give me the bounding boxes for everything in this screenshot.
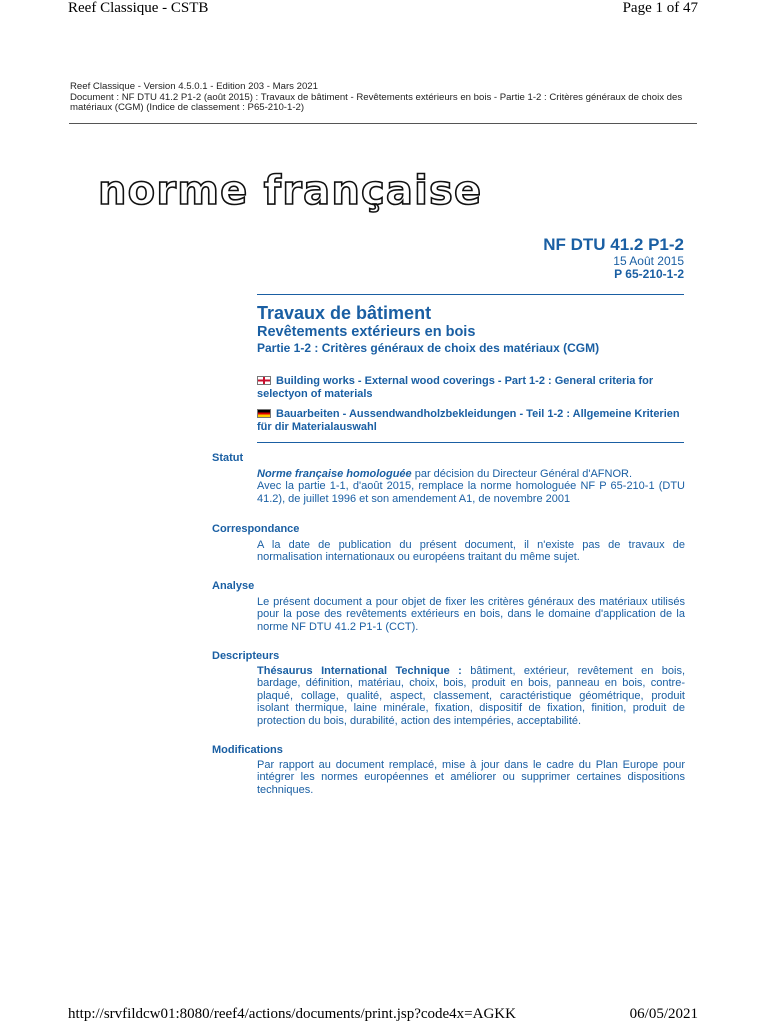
- section-label-modifications: Modifications: [212, 744, 283, 756]
- section-label-analyse: Analyse: [212, 580, 255, 592]
- english-title-text: Building works - External wood coverings - Part 1-2 : General criteria for selectyon of materials: [257, 375, 654, 400]
- document-meta: [70, 82, 700, 114]
- section-label-correspondance: Correspondance: [212, 523, 300, 535]
- part-title: Partie 1-2 : Critères généraux de choix des matériaux (CGM): [257, 341, 600, 355]
- section-body-correspondance: A la date de publication du présent document, il n'existe pas de travaux de normalisation internationaux ou européens traitant du même sujet.: [257, 539, 685, 564]
- main-title: Travaux de bâtiment: [257, 303, 432, 323]
- reference-date: 15 Août 2015: [613, 254, 684, 268]
- statut-emphasis: Norme française homologuée: [257, 468, 412, 480]
- reference-index: P 65-210-1-2: [614, 267, 684, 281]
- title-block: [257, 302, 687, 356]
- print-header-title: Reef Classique - CSTB: [68, 0, 209, 16]
- subtitle: Revêtements extérieurs en bois: [257, 324, 476, 340]
- section-label-statut: Statut: [212, 452, 244, 464]
- section-body-modifications: Par rapport au document remplacé, mise à jour dans le cadre du Plan Europe pour intégrer les normes européennes et améliorer ou supprimer certaines dispositions techniques.: [257, 759, 685, 796]
- section-body-analyse: Le présent document a pour objet de fixer les critères généraux des matériaux utilisés pour la pose des revêtements extérieurs en bois, dans le domaine d'application de la norme NF DTU 41.2 P1-1 (CCT).: [257, 596, 685, 633]
- descripteurs-text: bâtiment, extérieur, revêtement en bois, bardage, définition, matériau, choix, bois, produit en bois, panneau en bois, contre-plaqué, collage, qualité, aspect, classement, caractéristique géométrique, produit isolant thermique, laine minérale, fixation, dispositif de fixation, finition, produit de protection du bois, durabilité, action des intempéries, acceptabilité.: [257, 665, 685, 727]
- meta-version: Reef Classique - Version 4.5.0.1 - Edition 203 - Mars 2021: [70, 81, 318, 92]
- title-divider-bottom: [257, 442, 684, 443]
- reference-block: [543, 235, 684, 281]
- uk-flag-icon: [257, 376, 271, 385]
- german-title-text: Bauarbeiten - Aussendwandholzbekleidungen - Teil 1-2 : Allgemeine Kriterien für dir Materialauswahl: [257, 408, 680, 433]
- german-title: [257, 408, 687, 433]
- meta-divider: [69, 123, 697, 124]
- statut-text: par décision du Directeur Général d'AFNOR.: [411, 468, 633, 480]
- reference-code: NF DTU 41.2 P1-2: [543, 235, 684, 254]
- meta-document: Document : NF DTU 41.2 P1-2 (août 2015) : Travaux de bâtiment - Revêtements extérieurs en bois - Partie 1-2 : Critères généraux de choix des matériaux (CGM) (Indice de classement : P65-210-1-2): [70, 91, 683, 114]
- print-footer-date: 06/05/2021: [629, 1006, 698, 1022]
- print-header-page: Page 1 of 47: [622, 0, 698, 16]
- descripteurs-thesaurus: Thésaurus International Technique :: [257, 665, 462, 677]
- section-body-descripteurs: [257, 665, 685, 727]
- english-title: [257, 375, 687, 400]
- german-flag-icon: [257, 409, 271, 418]
- statut-replacement: Avec la partie 1-1, d'août 2015, remplace la norme homologuée NF P 65-210-1 (DTU 41.2), de juillet 1996 et son amendement A1, de novembre 2001: [257, 480, 685, 505]
- norme-title: norme française: [98, 168, 483, 214]
- title-divider-top: [257, 294, 684, 295]
- print-footer-url: http://srvfildcw01:8080/reef4/actions/documents/print.jsp?code4x=AGKK: [68, 1006, 516, 1022]
- section-label-descripteurs: Descripteurs: [212, 650, 280, 662]
- section-body-statut: [257, 468, 685, 505]
